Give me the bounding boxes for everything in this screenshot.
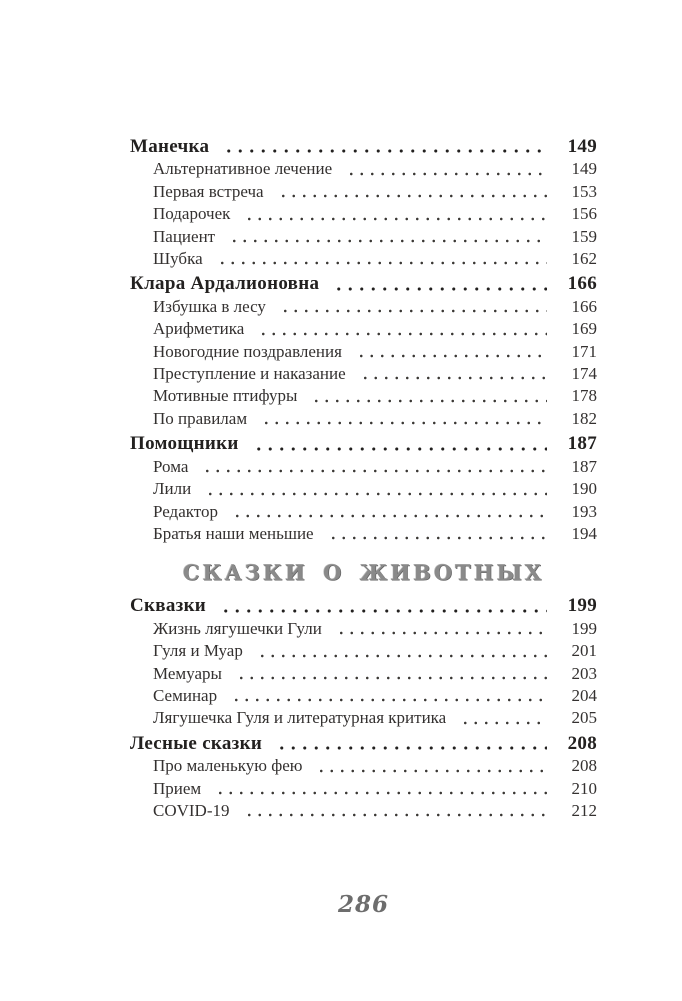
dot-leader [215,248,547,270]
dot-leader [331,273,547,295]
toc-entry-title: Гуля и Муар [153,641,243,661]
dot-leader [259,408,547,430]
toc-entry-title: Рома [153,456,189,476]
toc-entry-page: 166 [567,273,597,295]
toc-row [130,363,597,385]
toc-entry-title: Новогодние поздравления [153,341,342,361]
toc-row [130,136,597,158]
dot-leader [227,226,547,248]
toc-row [130,755,597,777]
toc-entry-title: Клара Ардалионовна [130,273,320,295]
toc-entry-title: COVID-19 [153,800,230,820]
toc-entry-page: 208 [567,732,597,754]
toc-entry-title: Помощники [130,433,239,455]
toc-row [130,733,597,755]
dot-leader [218,595,547,617]
dot-leader [344,158,547,180]
toc-entry-title: Мемуары [153,663,222,683]
page-number: 286 [337,891,389,918]
toc-row [130,248,597,270]
toc-row [130,707,597,729]
toc-row [130,800,597,822]
dot-leader [251,433,547,455]
dot-leader [242,203,547,225]
toc-row [130,618,597,640]
toc-entry-title: Братья наши меньшие [153,523,314,543]
toc-entry-title: Мотивные птифуры [153,386,298,406]
table-of-contents [130,136,597,822]
toc-entry-title: Сквазки [130,595,207,617]
toc-entry-title: Лягушечка Гуля и литературная критика [153,708,447,728]
section-header: СКАЗКИ О ЖИВОТНЫХ [182,560,545,586]
toc-entry-title: Манечка [130,136,210,157]
toc-entry-title: Лили [153,479,192,499]
toc-entry-title: Прием [153,778,202,798]
toc-entry-page: 178 [571,386,597,406]
toc-entry-page: 162 [571,249,597,269]
dot-leader [274,733,547,755]
toc-entry-page: 201 [571,641,597,661]
toc-entry-title: Жизнь лягушечки Гули [153,618,322,638]
dot-leader [458,707,547,729]
toc-entry-page: 194 [571,523,597,543]
toc-entry-title: Альтернативное лечение [153,159,333,179]
toc-entry-title: Подарочек [153,204,231,224]
toc-entry-title: Преступление и наказание [153,364,346,384]
toc-entry-page: 171 [571,341,597,361]
toc-row [130,203,597,225]
toc-row [130,318,597,340]
toc-entry-title: Пациент [153,226,216,246]
toc-entry-page: 149 [567,136,597,157]
toc-row [130,433,597,455]
toc-row [130,296,597,318]
toc-entry-page: 203 [571,663,597,683]
toc-entry-title: Первая встреча [153,181,264,201]
toc-entry-title: Семинар [153,685,218,705]
dot-leader [242,800,548,822]
toc-row [130,341,597,363]
toc-entry-page: 159 [571,226,597,246]
dot-leader [234,663,547,685]
toc-entry-page: 210 [571,778,597,798]
toc-entry-page: 190 [571,479,597,499]
dot-leader [276,181,547,203]
toc-entry-page: 182 [571,408,597,428]
toc-row [130,640,597,662]
toc-entry-page: 187 [571,456,597,476]
toc-row [130,158,597,180]
dot-leader [221,136,547,158]
toc-row [130,663,597,685]
toc-row [130,478,597,500]
toc-entry-title: Избушка в лесу [153,296,266,316]
toc-entry-page: 169 [571,319,597,339]
toc-row [130,685,597,707]
dot-leader [334,618,547,640]
toc-row [130,181,597,203]
toc-entry-page: 166 [571,296,597,316]
toc-entry-page: 156 [571,204,597,224]
toc-row [130,408,597,430]
toc-entry-page: 212 [571,800,597,820]
toc-entry-page: 205 [571,708,597,728]
toc-entry-page: 208 [571,756,597,776]
toc-entry-title: Про маленькую фею [153,756,303,776]
toc-entry-title: По правилам [153,408,248,428]
toc-entry-page: 204 [571,685,597,705]
dot-leader [354,341,547,363]
dot-leader [213,778,547,800]
dot-leader [200,456,547,478]
dot-leader [358,363,547,385]
toc-entry-title: Редактор [153,501,218,521]
toc-entry-title: Лесные сказки [130,732,263,754]
dot-leader [229,685,547,707]
toc-entry-page: 193 [571,501,597,521]
dot-leader [314,755,547,777]
toc-row [130,501,597,523]
toc-entry-page: 174 [571,364,597,384]
toc-row [130,385,597,407]
toc-entry-page: 199 [567,595,597,617]
toc-row [130,523,597,545]
dot-leader [255,640,547,662]
toc-entry-title: Арифметика [153,319,245,339]
toc-entry-title: Шубка [153,249,203,269]
toc-entry-page: 149 [571,159,597,179]
toc-entry-page: 153 [571,181,597,201]
dot-leader [326,523,547,545]
dot-leader [230,501,547,523]
toc-row [130,778,597,800]
dot-leader [256,318,547,340]
dot-leader [309,385,547,407]
dot-leader [278,296,547,318]
toc-row [130,595,597,617]
toc-row [130,226,597,248]
toc-entry-page: 199 [571,618,597,638]
toc-entry-page: 187 [567,433,597,455]
toc-row [130,273,597,295]
dot-leader [203,478,547,500]
toc-row [130,456,597,478]
